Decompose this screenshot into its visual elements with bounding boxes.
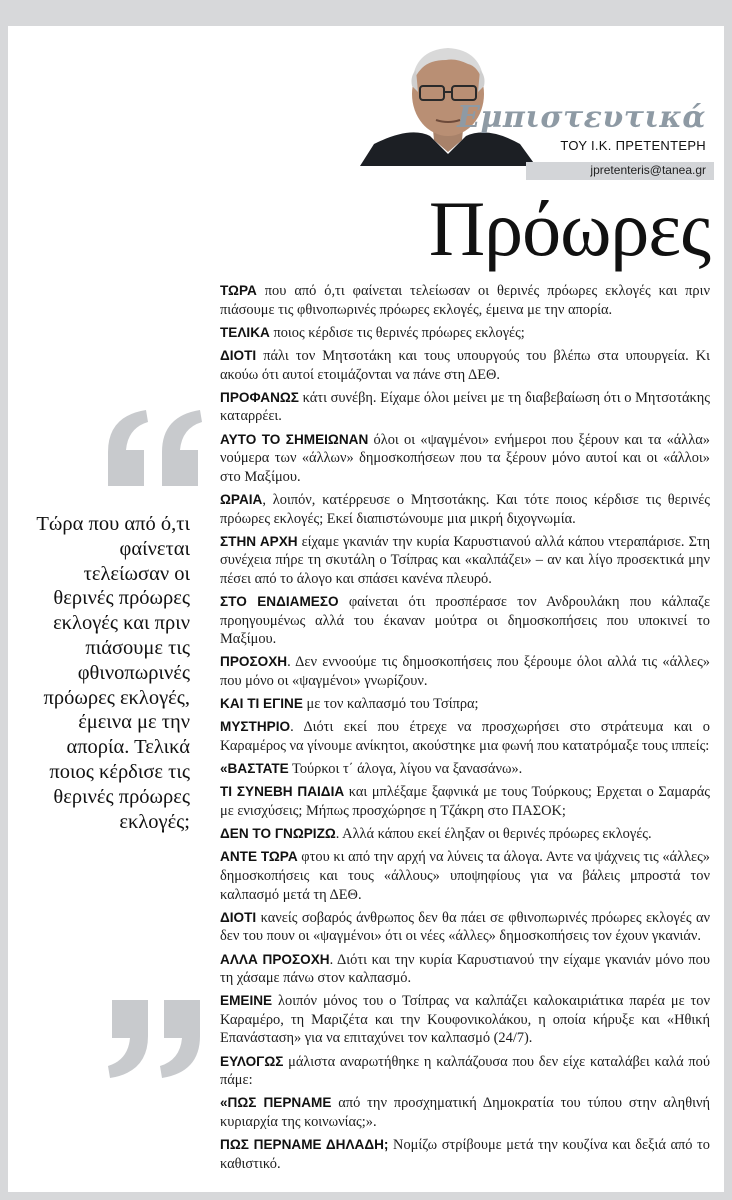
paragraph (220, 848, 710, 904)
paragraph (220, 825, 710, 844)
paragraph (220, 992, 710, 1048)
paragraph (220, 533, 710, 589)
paragraph (220, 282, 710, 319)
column-name: Εμπιστευτικά (457, 100, 706, 135)
paragraph-text: είχαμε γκανιάν την κυρία Καρυστιανού αλλά κάπου ντεραπάρισε. Στη συνέχεια πήρε τη σκυτάλη ο Τσίπρας και «καλπάζει» – αν και λίγο προσεκτικά μην πέσει από το άλογο και σπάσει κανένα πλευρό. (220, 533, 710, 587)
paragraph-text: . Δεν εννοούμε τις δημοσκοπήσεις που ξέρουμε όλοι αλλά τις «άλλες» που μόνο οι «ψαγμένοι» γνωρίζουν. (220, 654, 710, 690)
author-email[interactable]: jpretenteris@tanea.gr (526, 162, 714, 180)
paragraph-lead: ΤΕΛΙΚΑ (220, 324, 270, 340)
paragraph-lead: ΑΝΤΕ ΤΩΡΑ (220, 849, 298, 865)
paragraph (220, 347, 710, 384)
paragraph-text: που από ό,τι φαίνεται τελείωσαν οι θερινές πρόωρες εκλογές και πριν πιάσουμε τις φθινοπωρινές πρόωρες εκλογές, έμεινα με την απορία. (220, 283, 710, 318)
paragraph-lead: ΑΛΛΑ ΠΡΟΣΟΧΗ (220, 951, 330, 967)
paragraph (220, 718, 710, 755)
paragraph-text: . Αλλά κάπου εκεί έληξαν οι θερινές πρόωρες εκλογές. (335, 826, 652, 843)
paragraph-lead: ΚΑΙ ΤΙ ΕΓΙΝΕ (220, 696, 303, 712)
paragraph-lead: ΔΙΟΤΙ (220, 909, 257, 925)
close-quote-icon (100, 992, 210, 1082)
paragraph-lead: ΑΥΤΟ ΤΟ ΣΗΜΕΙΩΝΑΝ (220, 431, 369, 447)
paragraph (220, 783, 710, 820)
paragraph-lead: ΔΕΝ ΤΟ ΓΝΩΡΙΖΩ (220, 826, 336, 842)
paragraph (220, 431, 710, 487)
paragraph-text: , λοιπόν, κατέρρευσε ο Μητσοτάκης. Και τότε ποιος κέρδισε τις θερινές πρόωρες εκλογές; Εκεί διαπιστώνουμε μια μικρή διχογνωμία. (220, 491, 710, 527)
paragraph-lead: ΠΡΟΦΑΝΩΣ (220, 389, 299, 405)
paragraph-text: . Διότι εκεί που έτρεχε να προσχωρήσει στο στράτευμα και ο Καραμέρος να γίνουμε ανίκητοι, ακούστηκε μια φωνή που κατατρόμαξε τους ιππείς: (220, 719, 710, 754)
paragraph-text: φτου κι από την αρχή να λύνεις τα άλογα. Αντε να ψάχνεις τις «άλλες» δημοσκοπήσεις και τους «άλλους» υποψηφίους για να βάλεις μπροστά τον καλπασμό μετά τη ΔΕΘ. (220, 849, 710, 903)
paragraph-text: και μπλέξαμε ξαφνικά με τους Τούρκους; Ερχεται ο Σαμαράς με ενισχύσεις; Μήπως προσχώρησε η Τζάκρη στο ΠΑΣΟΚ; (220, 784, 710, 819)
paragraph-lead: ΜΥΣΤΗΡΙΟ (220, 719, 291, 735)
paragraph (220, 491, 710, 528)
paragraph-lead: ΕΥΛΟΓΩΣ (220, 1053, 284, 1069)
paragraph-text: . Διότι και την κυρία Καρυστιανού την είχαμε γκανιάν μόνο που τη χάσαμε πάνω στον καλπασμό. (220, 951, 710, 987)
paragraph-text: λοιπόν μόνος του ο Τσίπρας να καλπάζει καλοκαιριάτικα παρέα με τον Καραμέρο, τη Μαριζέτα και την Κουφονικολάκου, η οποία κήρυξε και «Ηθική Επανάσταση» για να επιταχύνει τον καλπασμό (24/7). (220, 993, 710, 1047)
newspaper-page (8, 26, 724, 1192)
paragraph-text: μάλιστα αναρωτήθηκε η καλπάζουσα που δεν είχε καταλάβει καλά πού πάμε: (220, 1053, 710, 1089)
paragraph-lead: «ΒΑΣΤΑΤΕ (220, 761, 289, 777)
paragraph-text: με τον καλπασμό του Τσίπρα; (302, 696, 479, 713)
paragraph-text: φαίνεται ότι προσπέρασε τον Ανδρουλάκη που κάλπαζε προηγουμένως αλλά του έκαναν μούτρα οι δημοσκοπήσεις που υποκινεί το Μαξίμου. (220, 594, 711, 648)
paragraph-lead: ΤΙ ΣΥΝΕΒΗ ΠΑΙΔΙΑ (220, 784, 345, 800)
paragraph-lead: ΕΜΕΙΝΕ (220, 993, 273, 1009)
paragraph-text: Τούρκοι τ΄ άλογα, λίγου να ξανασάνω». (288, 761, 523, 778)
paragraph-text: κάτι συνέβη. Είχαμε όλοι μείνει με τη διαβεβαίωση ότι ο Μητσοτάκης καταρρέει. (220, 389, 710, 425)
paragraph-lead: ΤΩΡΑ (220, 283, 257, 298)
paragraph-lead: ΠΩΣ ΠΕΡΝΑΜΕ ΔΗΛΑΔΗ; (220, 1137, 389, 1153)
paragraph (220, 909, 710, 946)
paragraph (220, 389, 710, 426)
paragraph (220, 653, 710, 690)
paragraph (220, 593, 710, 649)
paragraph-text: από την προσχηματική Δημοκρατία του τύπου στην αληθινή κυριαρχία της κοινωνίας;». (220, 1095, 711, 1131)
article-body (220, 282, 710, 1178)
paragraph (220, 1094, 710, 1131)
paragraph (220, 951, 710, 988)
paragraph (220, 695, 710, 714)
paragraph (220, 324, 710, 343)
paragraph (220, 760, 710, 779)
open-quote-icon (100, 406, 210, 496)
headline: Πρόωρες (428, 185, 710, 272)
paragraph-text: Νομίζω στρίβουμε μετά την κουζίνα και δεξιά από το καθιστικό. (220, 1137, 711, 1172)
paragraph-lead: ΔΙΟΤΙ (220, 347, 257, 363)
byline: ΤΟΥ Ι.Κ. ΠΡΕΤΕΝΤΕΡΗ (560, 138, 706, 153)
paragraph-text: πάλι τον Μητσοτάκη και τους υπουργούς του βλέπω στα υπουργεία. Κι ακούω ότι αυτοί ετοιμάζονται να πάνε στη ΔΕΘ. (220, 347, 710, 383)
paragraph-text: κανείς σοβαρός άνθρωπος δεν θα πάει σε φθινοπωρινές πρόωρες εκλογές αν δεν του πουν οι «ψαγμένοι» ότι οι νέες «άλλες» δημοσκοπήσεις τον έχουν γκανιάν. (220, 909, 710, 945)
paragraph-text: όλοι οι «ψαγμένοι» ενήμεροι που ξέρουν και τα «άλλα» νούμερα των «άλλων» δημοσκοπήσεων που τα ξέρουν μόνο αυτοί και οι «άλλοι» στο Μαξίμου. (220, 431, 711, 485)
paragraph-lead: ΣΤΟ ΕΝΔΙΑΜΕΣΟ (220, 594, 339, 610)
paragraph-lead: ΣΤΗΝ ΑΡΧΗ (220, 533, 298, 549)
paragraph (220, 1053, 710, 1090)
paragraph-lead: «ΠΩΣ ΠΕΡΝΑΜΕ (220, 1095, 332, 1111)
paragraph-lead: ΩΡΑΙΑ (220, 491, 263, 507)
paragraph-text: ποιος κέρδισε τις θερινές πρόωρες εκλογές; (269, 324, 525, 341)
paragraph (220, 1136, 710, 1173)
paragraph-lead: ΠΡΟΣΟΧΗ (220, 654, 288, 670)
pull-quote: Τώρα που από ό,τι φαίνεται τελείωσαν οι θερινές πρόωρες εκλογές και πριν πιάσουμε τις φθινοπωρινές πρόωρες εκλογές, έμεινα με την απορία. Τελικά ποιος κέρδισε τις θερινές πρόωρες εκλογές; (36, 513, 190, 833)
